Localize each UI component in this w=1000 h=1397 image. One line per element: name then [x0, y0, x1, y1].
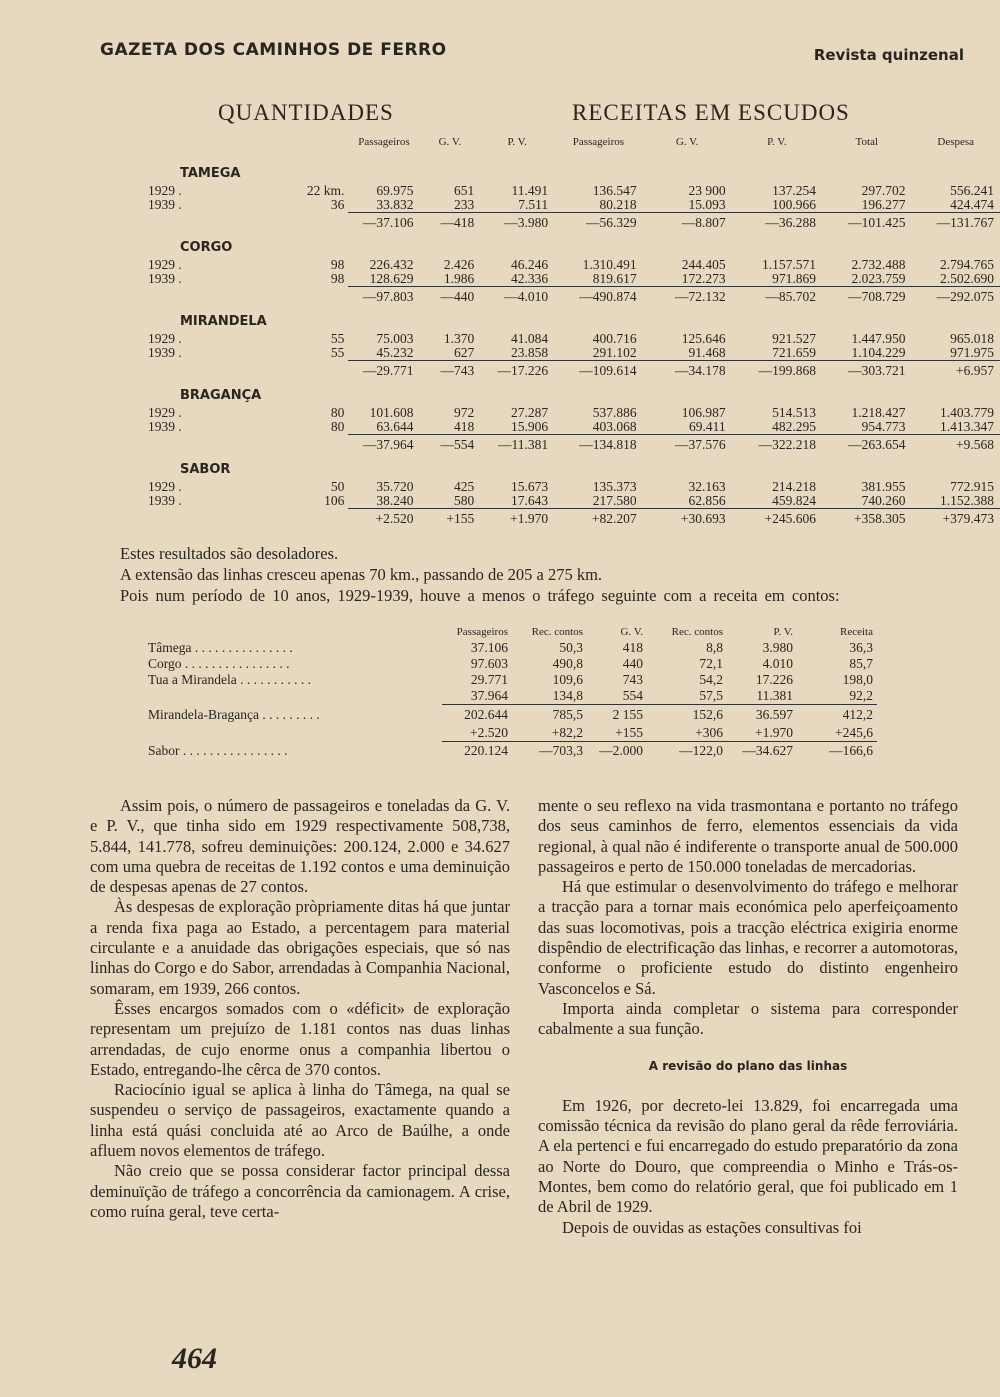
km-cell: 55	[330, 331, 345, 346]
column-header: G. V.	[438, 136, 462, 148]
table-row	[148, 332, 1000, 346]
table-row	[148, 272, 1000, 287]
column-header: Passageiros	[572, 136, 625, 148]
line-group-header	[148, 452, 1000, 480]
table-cell: 202.644	[464, 706, 508, 722]
table-cell: 490,8	[552, 656, 583, 671]
table-cell: 134,8	[512, 688, 587, 705]
table-cell: 37.964	[442, 688, 512, 705]
table-cell: 23 900	[688, 183, 726, 198]
page-number: 464	[172, 1342, 217, 1375]
table-cell: 537.886	[592, 405, 637, 420]
table-cell: —2.000	[599, 743, 643, 759]
line-group-header	[148, 156, 1000, 184]
paragraph: Raciocínio igual se aplica à linha do Tâmega, na qual se suspendeu o serviço de passageiros, exactamente quando a linha está quási concluida até ao Arco de Baúlhe, a onde afluem novos elementos de tráfego.	[90, 1080, 510, 1161]
paragraph: Há que estimular o desenvolvimento do tráfego e melhorar a tracção para a tornar mais económica pelo aperfeiçoamento das suas locomotivas, pois a tracção eléctrica exigiria enorme dispêndio de electrificação das linhas, e recorrer a automotoras, conforme o proficiente estudo do distinto engenheiro Vasconcelos e Sá.	[538, 877, 958, 998]
table-row	[148, 741, 877, 761]
paragraph: Assim pois, o número de passageiros e toneladas da G. V. e P. V., que tinha sido em 1929 respectivamente 508,738, 5.844, 141.778, sofreu deminuições: 200.124, 2.000 e 34.627 com uma quebra de receitas de 1.192 contos e uma deminuição de despesas apenas de 27 contos.	[90, 796, 510, 897]
table-cell: 424.474	[911, 198, 1000, 213]
table-cell: +245,6	[797, 725, 877, 742]
journal-title: GAZETA DOS CAMINHOS DE FERRO	[100, 40, 447, 60]
table-cell: 403.068	[554, 420, 642, 435]
table-cell: 1.986	[420, 272, 481, 287]
table-cell: 418	[420, 420, 481, 435]
table-cell: 1.413.347	[911, 420, 1000, 435]
table-cell: 418	[622, 640, 643, 655]
table-row	[148, 688, 877, 705]
table-cell: 1.370	[443, 331, 475, 346]
table-cell: 152,6	[692, 706, 723, 722]
table-cell: 42.336	[480, 272, 554, 287]
table-cell: +82,2	[512, 725, 587, 742]
difference-cell: —36.288	[765, 215, 817, 230]
km-cell: 36	[330, 197, 345, 213]
table-cell: —166,6	[829, 743, 873, 759]
table-cell: 128.629	[348, 272, 419, 287]
table-cell: 740.260	[822, 494, 911, 509]
table-cell: 85,7	[849, 656, 873, 671]
table-cell: 425	[453, 479, 475, 494]
year-cell: 1929 .	[148, 479, 182, 494]
table-cell: 50,3	[559, 640, 583, 655]
table-cell: 2.426	[443, 257, 475, 272]
table-row	[148, 258, 1000, 272]
km-cell: 80	[330, 419, 345, 435]
year-cell: 1929 .	[148, 331, 182, 346]
column-header: Rec. contos	[531, 626, 583, 638]
traffic-loss-table	[148, 626, 877, 761]
table-cell: 2.732.488	[851, 257, 906, 272]
difference-cell: +1.970	[510, 511, 549, 526]
table-cell: 15.093	[643, 198, 732, 213]
difference-cell: —11.381	[498, 437, 549, 452]
table-cell: 97.603	[470, 656, 508, 671]
row-label	[148, 725, 442, 742]
difference-cell: —554	[440, 437, 475, 452]
table-cell: 1.157.571	[762, 257, 817, 272]
table-cell: 23.858	[480, 346, 554, 361]
table-cell: 1.152.388	[911, 494, 1000, 509]
line-name: MIRANDELA	[180, 314, 267, 329]
table-cell: 198,0	[842, 672, 873, 687]
difference-cell: +2.520	[375, 511, 414, 526]
difference-row	[148, 361, 1000, 379]
table-cell: 965.018	[950, 331, 994, 346]
table-cell: 137.254	[772, 183, 817, 198]
table-cell: 101.608	[369, 405, 414, 420]
table-cell: 8,8	[706, 640, 723, 655]
table-cell: 2.794.765	[940, 257, 994, 272]
table-row	[148, 640, 877, 656]
difference-cell: —37.106	[362, 215, 414, 230]
table-cell: +2.520	[442, 725, 512, 742]
table-cell: 381.955	[861, 479, 906, 494]
km-cell: 98	[330, 257, 345, 272]
year-cell: 1939 .	[148, 419, 182, 435]
table-cell: +306	[647, 725, 727, 742]
table-cell: 32.163	[688, 479, 726, 494]
paragraph: Importa ainda completar o sistema para corresponder cabalmente a sua função.	[538, 998, 958, 1039]
intro-line: A extensão das linhas cresceu apenas 70 km., passando de 205 a 275 km.	[120, 565, 603, 584]
km-cell: 55	[330, 345, 345, 361]
row-label: Tâmega . . . . . . . . . . . . . . .	[148, 640, 293, 655]
difference-cell: —743	[440, 363, 475, 378]
table-cell: +155	[587, 725, 647, 742]
table-cell: 1.310.491	[582, 257, 637, 272]
table-cell: 69.975	[376, 183, 414, 198]
table-cell: 220.124	[464, 743, 508, 759]
table-cell: 214.218	[772, 479, 817, 494]
paragraph: Em 1926, por decreto-lei 13.829, foi encarregada uma comissão técnica da revisão do plano geral da rêde ferroviária. A ela pertenci e fui encarregado do estudo preparatório da zona ao Norte do Douro, que compreendia o Minho e Trás-os-Montes, bem como do relatório geral, que foi publicado em 1 de Abril de 1929.	[538, 1095, 958, 1217]
right-column	[538, 796, 958, 1238]
table-cell: 972	[453, 405, 475, 420]
table-row	[148, 725, 877, 742]
line-name: TAMEGA	[180, 166, 241, 181]
table-cell: 482.295	[732, 420, 822, 435]
table-cell: 106.987	[681, 405, 726, 420]
column-header: P. V.	[507, 136, 527, 148]
table-cell: 785,5	[552, 706, 583, 722]
paragraph: Depois de ouvidas as estações consultivas foi	[562, 1217, 862, 1237]
table-cell: 514.513	[772, 405, 817, 420]
table-row	[148, 480, 1000, 494]
table-cell: 217.580	[554, 494, 642, 509]
difference-row	[148, 213, 1000, 231]
line-group-header	[148, 230, 1000, 258]
paragraph: Não creio que se possa considerar factor principal dessa deminuïção de tráfego a concorrência da camionagem. A crise, como ruína geral, teve certa-	[90, 1161, 510, 1221]
table-cell: 921.527	[772, 331, 817, 346]
column-header: Despesa	[937, 136, 975, 148]
table-cell: 75.003	[376, 331, 414, 346]
year-cell: 1929 .	[148, 405, 182, 420]
difference-cell: —37.576	[675, 437, 726, 452]
table-cell: 554	[587, 688, 647, 705]
difference-cell: —303.721	[848, 363, 906, 378]
table-cell: 2.502.690	[911, 272, 1000, 287]
difference-cell: +30.693	[680, 511, 726, 526]
km-cell: 80	[330, 405, 345, 420]
table-cell: 772.915	[950, 479, 994, 494]
year-cell: 1939 .	[148, 345, 182, 361]
paragraph: Êsses encargos somados com o «déficit» de exploração representam um prejuízo de 1.181 contos nas duas linhas arrendadas, de cujo enorme onus a companhia libertou o Estado, entregando-lhe cêrca de 370 contos.	[90, 998, 510, 1079]
column-header: G. V.	[675, 136, 699, 148]
table-cell: 244.405	[681, 257, 726, 272]
line-name: CORGO	[180, 240, 233, 255]
difference-cell: +155	[446, 511, 475, 526]
row-label: Tua a Mirandela . . . . . . . . . . .	[148, 672, 311, 687]
table-cell: 62.856	[643, 494, 732, 509]
difference-cell: —85.702	[765, 289, 817, 304]
difference-row	[148, 435, 1000, 453]
table-cell: 1.218.427	[851, 405, 906, 420]
row-label: Mirandela-Bragança . . . . . . . . .	[148, 706, 320, 722]
table-cell: —122,0	[679, 743, 723, 759]
table-cell: 291.102	[554, 346, 642, 361]
difference-row	[148, 287, 1000, 305]
difference-row	[148, 509, 1000, 527]
difference-cell: +358.305	[853, 511, 906, 526]
table-cell: 46.246	[511, 257, 549, 272]
table-cell: 17.226	[755, 672, 793, 687]
difference-cell: +6.957	[956, 363, 994, 378]
journal-subtitle: Revista quinzenal	[813, 46, 964, 64]
table-cell: 57,5	[647, 688, 727, 705]
table-cell: 7.511	[480, 198, 554, 213]
table-cell: 971.975	[911, 346, 1000, 361]
table-cell: 172.273	[643, 272, 732, 287]
table-cell: 297.702	[861, 183, 906, 198]
difference-cell: —440	[440, 289, 475, 304]
table-cell: 45.232	[348, 346, 419, 361]
km-cell: 22 km.	[306, 183, 345, 198]
difference-cell: —34.178	[675, 363, 726, 378]
column-header: Passageiros	[358, 136, 410, 148]
table-cell: 15.673	[511, 479, 549, 494]
row-label	[148, 688, 442, 705]
line-statistics-table	[148, 136, 1000, 526]
difference-cell: +9.568	[956, 437, 994, 452]
table-cell: 100.966	[732, 198, 822, 213]
table-cell: 4.010	[762, 656, 793, 671]
year-cell: 1939 .	[148, 493, 182, 509]
table-row	[148, 420, 1000, 435]
column-header: G. V.	[620, 626, 643, 638]
row-label: Sabor . . . . . . . . . . . . . . . .	[148, 743, 288, 758]
intro-line: Pois num período de 10 anos, 1929-1939, houve a menos o tráfego seguinte com a receita em contos:	[120, 586, 840, 605]
table-cell: +1.970	[727, 725, 797, 742]
table-row	[148, 705, 877, 725]
table-cell: —703,3	[539, 743, 583, 759]
table-cell: 651	[453, 183, 475, 198]
table-cell: 63.644	[348, 420, 419, 435]
difference-cell: +245.606	[764, 511, 817, 526]
table-cell: 29.771	[470, 672, 508, 687]
column-header: P. V.	[773, 626, 793, 638]
table-cell: 743	[622, 672, 643, 687]
table-cell: 27.287	[511, 405, 549, 420]
table-cell: 196.277	[822, 198, 911, 213]
paragraph: mente o seu reflexo na vida trasmontana e portanto no tráfego dos seus caminhos de ferro, elementos essenciais da vida regional, à qual não é indiferente o transporte anual de 500.000 passageiros e perto de 150.000 toneladas de mercadorias.	[538, 796, 958, 876]
table-cell: 17.643	[480, 494, 554, 509]
table-cell: 15.906	[480, 420, 554, 435]
table-cell: 91.468	[643, 346, 732, 361]
difference-cell: —109.614	[579, 363, 637, 378]
section-title-receipts: RECEITAS EM ESCUDOS	[572, 100, 850, 125]
difference-cell: —131.767	[936, 215, 994, 230]
table-cell: 1.447.950	[851, 331, 906, 346]
table-row	[148, 494, 1000, 509]
table-cell: 2 155	[612, 706, 643, 722]
table-cell: 459.824	[732, 494, 822, 509]
difference-cell: —37.964	[362, 437, 414, 452]
table-cell: 233	[420, 198, 481, 213]
difference-cell: —101.425	[848, 215, 906, 230]
difference-cell: —708.729	[848, 289, 906, 304]
table-cell: 36.597	[755, 706, 793, 722]
table-cell: 69.411	[643, 420, 732, 435]
table-cell: 125.646	[681, 331, 726, 346]
year-cell: 1929 .	[148, 257, 182, 272]
difference-cell: —263.654	[848, 437, 906, 452]
table-cell: 92,2	[797, 688, 877, 705]
paragraph: Às despesas de exploração pròpriamente ditas há que juntar a renda fixa paga ao Estado, a percentagem para material circulante e a anuidade das obrigações especiais, que só nas linhas do Corgo e do Sabor, arrendadas à Companhia Nacional, somaram, em 1939, 266 contos.	[90, 897, 510, 998]
column-header: Passageiros	[456, 626, 508, 638]
table-cell: 135.373	[592, 479, 637, 494]
table-cell: 954.773	[822, 420, 911, 435]
table-cell: 80.218	[554, 198, 642, 213]
table-cell: 721.659	[732, 346, 822, 361]
table-row	[148, 672, 877, 688]
difference-cell: +82.207	[591, 511, 637, 526]
table-cell: 440	[622, 656, 643, 671]
line-name: BRAGANÇA	[180, 388, 262, 403]
table-cell: 1.104.229	[822, 346, 911, 361]
table-cell: 72,1	[699, 656, 723, 671]
table-cell: 33.832	[348, 198, 419, 213]
table-cell: 627	[420, 346, 481, 361]
difference-cell: —97.803	[362, 289, 414, 304]
intro-line: Estes resultados são desoladores.	[120, 544, 339, 563]
section-title-quantities: QUANTIDADES	[218, 100, 394, 125]
subheading: A revisão do plano das linhas	[648, 1058, 848, 1073]
year-cell: 1929 .	[148, 183, 182, 198]
table-cell: 11.381	[727, 688, 797, 705]
year-cell: 1939 .	[148, 271, 182, 287]
table-cell: 3.980	[762, 640, 793, 655]
table-row	[148, 656, 877, 672]
table-cell: 38.240	[348, 494, 419, 509]
table-cell: 580	[420, 494, 481, 509]
table-cell: 412,2	[842, 706, 873, 722]
line-group-header	[148, 304, 1000, 332]
difference-cell: —4.010	[504, 289, 549, 304]
km-cell: 106	[324, 493, 345, 509]
table-row	[148, 184, 1000, 198]
table-cell: 54,2	[699, 672, 723, 687]
difference-cell: —72.132	[675, 289, 726, 304]
difference-cell: —56.329	[586, 215, 637, 230]
difference-cell: —8.807	[681, 215, 726, 230]
difference-cell: —3.980	[504, 215, 549, 230]
line-name: SABOR	[180, 462, 231, 477]
line-group-header	[148, 378, 1000, 406]
difference-cell: —199.868	[758, 363, 817, 378]
difference-cell: —322.218	[758, 437, 817, 452]
column-header: Receita	[840, 626, 873, 638]
difference-cell: —134.818	[579, 437, 637, 452]
year-cell: 1939 .	[148, 197, 182, 213]
column-header: P. V.	[767, 136, 787, 148]
table-cell: 109,6	[552, 672, 583, 687]
table-cell: 2.023.759	[822, 272, 911, 287]
table-row	[148, 346, 1000, 361]
difference-cell: —292.075	[936, 289, 994, 304]
table-cell: 136.547	[592, 183, 637, 198]
km-cell: 98	[330, 271, 345, 287]
table-cell: 35.720	[376, 479, 414, 494]
km-cell: 50	[330, 479, 345, 494]
table-cell: 556.241	[950, 183, 994, 198]
column-header: Rec. contos	[671, 626, 723, 638]
table-cell: 400.716	[592, 331, 637, 346]
difference-cell: —418	[440, 215, 475, 230]
table-cell: 41.084	[511, 331, 549, 346]
column-header: Total	[855, 136, 878, 148]
table-cell: 11.491	[511, 183, 549, 198]
table-row	[148, 406, 1000, 420]
intro-text	[120, 543, 980, 606]
table-cell: 226.432	[369, 257, 414, 272]
table-cell: 1.403.779	[940, 405, 994, 420]
row-label: Corgo . . . . . . . . . . . . . . . .	[148, 656, 290, 671]
difference-cell: —17.226	[497, 363, 549, 378]
table-cell: —34.627	[742, 743, 793, 759]
table-row	[148, 198, 1000, 213]
table-cell: 37.106	[470, 640, 508, 655]
table-cell: 971.869	[732, 272, 822, 287]
table-cell: 819.617	[554, 272, 642, 287]
difference-cell: +379.473	[942, 511, 994, 526]
difference-cell: —490.874	[579, 289, 637, 304]
difference-cell: —29.771	[362, 363, 414, 378]
left-column	[90, 796, 510, 1222]
table-cell: 36,3	[849, 640, 873, 655]
